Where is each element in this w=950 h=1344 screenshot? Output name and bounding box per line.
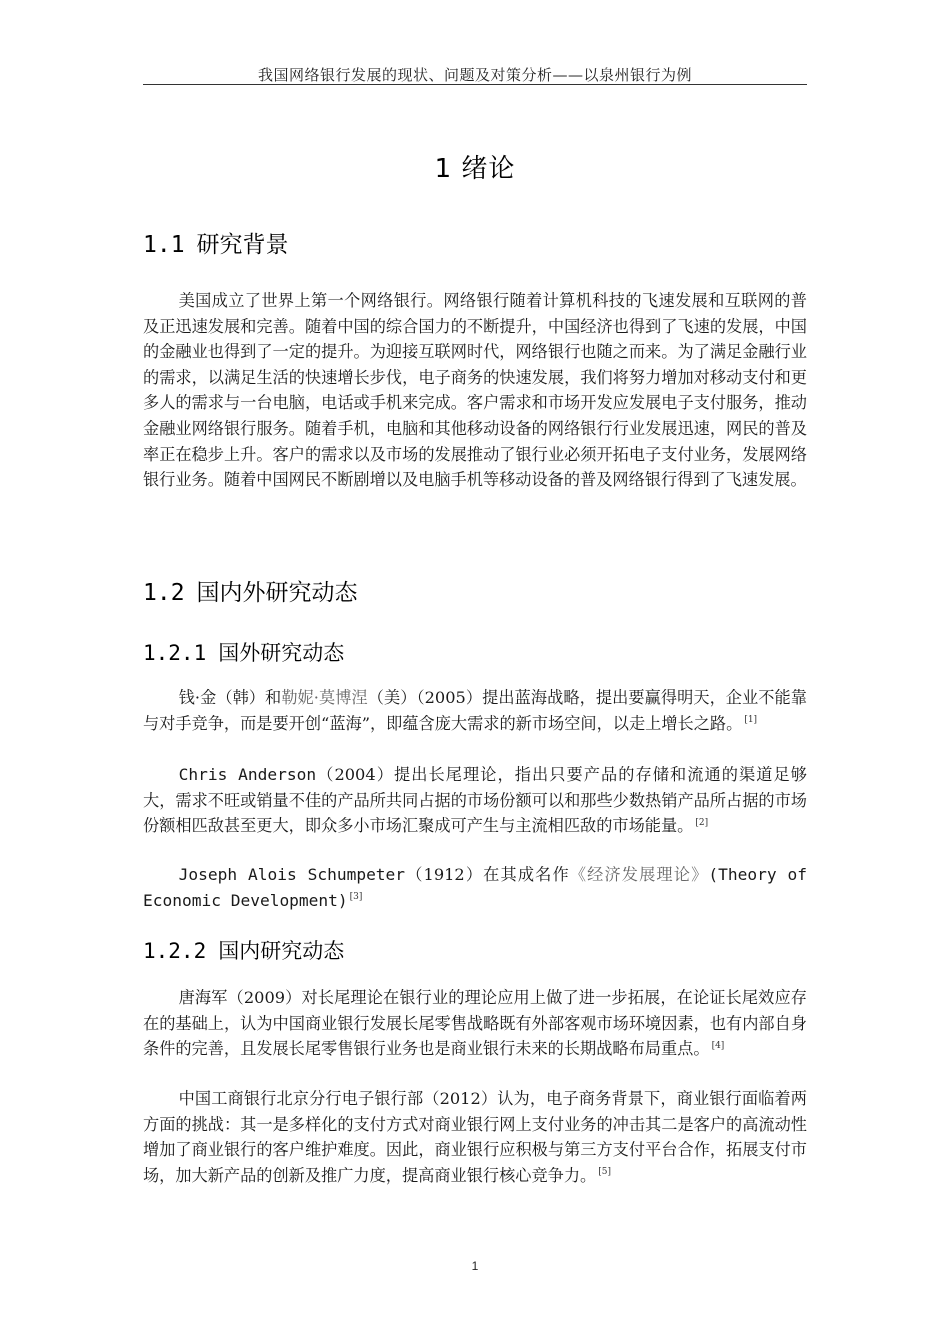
paragraph-tang-haijun <box>143 985 807 1062</box>
citation-marker: [4] <box>711 1040 725 1051</box>
section-heading-1-1 <box>143 226 289 259</box>
section-title: 国外研究动态 <box>218 641 345 665</box>
author-name: Joseph Alois Schumpeter <box>178 865 406 884</box>
paragraph-blue-ocean <box>143 685 807 736</box>
section-title: 国内研究动态 <box>218 939 345 963</box>
section-title: 研究背景 <box>196 232 289 258</box>
paragraph-icbc <box>143 1086 807 1188</box>
text-run: 钱·金（韩）和 <box>178 688 282 707</box>
citation-marker: [1] <box>744 715 758 726</box>
author-name: Chris Anderson <box>178 765 317 784</box>
text-run: （2004）提出长尾理论，指出只要产品的存储和流通的渠道足够大，需求不旺或销量不佳的产品所共同占据的市场份额可以和那些少数热销产品所占据的市场份额相匹敌甚至更大，即众多小市场汇聚成可产生与主流相匹敌的市场能量。 <box>143 765 807 836</box>
header-rule <box>143 84 807 85</box>
page-number: 1 <box>471 1259 479 1273</box>
running-header: 我国网络银行发展的现状、问题及对策分析——以泉州银行为例 <box>257 66 692 84</box>
section-number: 1.2.1 <box>143 641 207 665</box>
citation-marker: [2] <box>695 817 709 828</box>
section-title: 国内外研究动态 <box>196 580 358 606</box>
section-heading-1-2-2 <box>143 935 344 965</box>
text-run: 唐海军（2009）对长尾理论在银行业的理论应用上做了进一步拓展，在论证长尾效应存在的基础上，认为中国商业银行发展长尾零售战略既有外部客观市场环境因素，也有内部自身条件的完善，且发展长尾零售银行业务也是商业银行未来的长期战略布局重点。 <box>143 988 807 1059</box>
section-heading-1-2-1 <box>143 637 344 667</box>
paragraph-research-background: 美国成立了世界上第一个网络银行。网络银行随着计算机科技的飞速发展和互联网的普及正迅速发展和完善。随着中国的综合国力的不断提升，中国经济也得到了飞速的发展，中国的金融业也得到了一定的提升。为迎接互联网时代，网络银行也随之而来。为了满足金融行业的需求，以满足生活的快速增长步伐，电子商务的快速发展，我们将努力增加对移动支付和更多人的需求与一台电脑，电话或手机来完成。客户需求和市场开发应发展电子支付服务，推动金融业网络银行服务。随着手机，电脑和其他移动设备的网络银行行业发展迅速，网民的普及率正在稳步上升。客户的需求以及市场的发展推动了银行业必须开拓电子支付业务，发展网络银行业务。随着中国网民不断剧增以及电脑手机等移动设备的普及网络银行得到了飞速发展。 <box>143 291 807 490</box>
text-run: （1912）在其成名作 <box>405 865 570 884</box>
citation-marker: [3] <box>349 892 363 903</box>
section-heading-1-2 <box>143 574 358 607</box>
book-title: 《经济发展理论》 <box>569 865 709 884</box>
text-run: （美）（2005）提出蓝海战略，提出要赢得明天，企业不能靠与对手竞争，而是要开创“蓝海”，即蕴含庞大需求的新市场空间，以走上增长之路。 <box>143 688 807 733</box>
citation-marker: [5] <box>598 1167 611 1178</box>
section-number: 1.1 <box>143 232 185 258</box>
chapter-title: 1 绪论 <box>434 154 516 184</box>
author-name: 勒妮·莫博涅 <box>281 688 368 707</box>
paragraph-long-tail <box>143 762 807 839</box>
paragraph-schumpeter <box>143 862 807 913</box>
english-title: (Theory of Economic Development) <box>143 865 807 910</box>
text-run: 中国工商银行北京分行电子银行部（2012）认为，电子商务背景下，商业银行面临着两方面的挑战：其一是多样化的支付方式对商业银行网上支付业务的冲击其二是客户的高流动性增加了商业银行的客户维护难度。因此，商业银行应积极与第三方支付平台合作，拓展支付市场，加大新产品的创新及推广力度，提高商业银行核心竞争力。 <box>143 1089 807 1185</box>
section-number: 1.2 <box>143 580 185 606</box>
section-number: 1.2.2 <box>143 939 207 963</box>
